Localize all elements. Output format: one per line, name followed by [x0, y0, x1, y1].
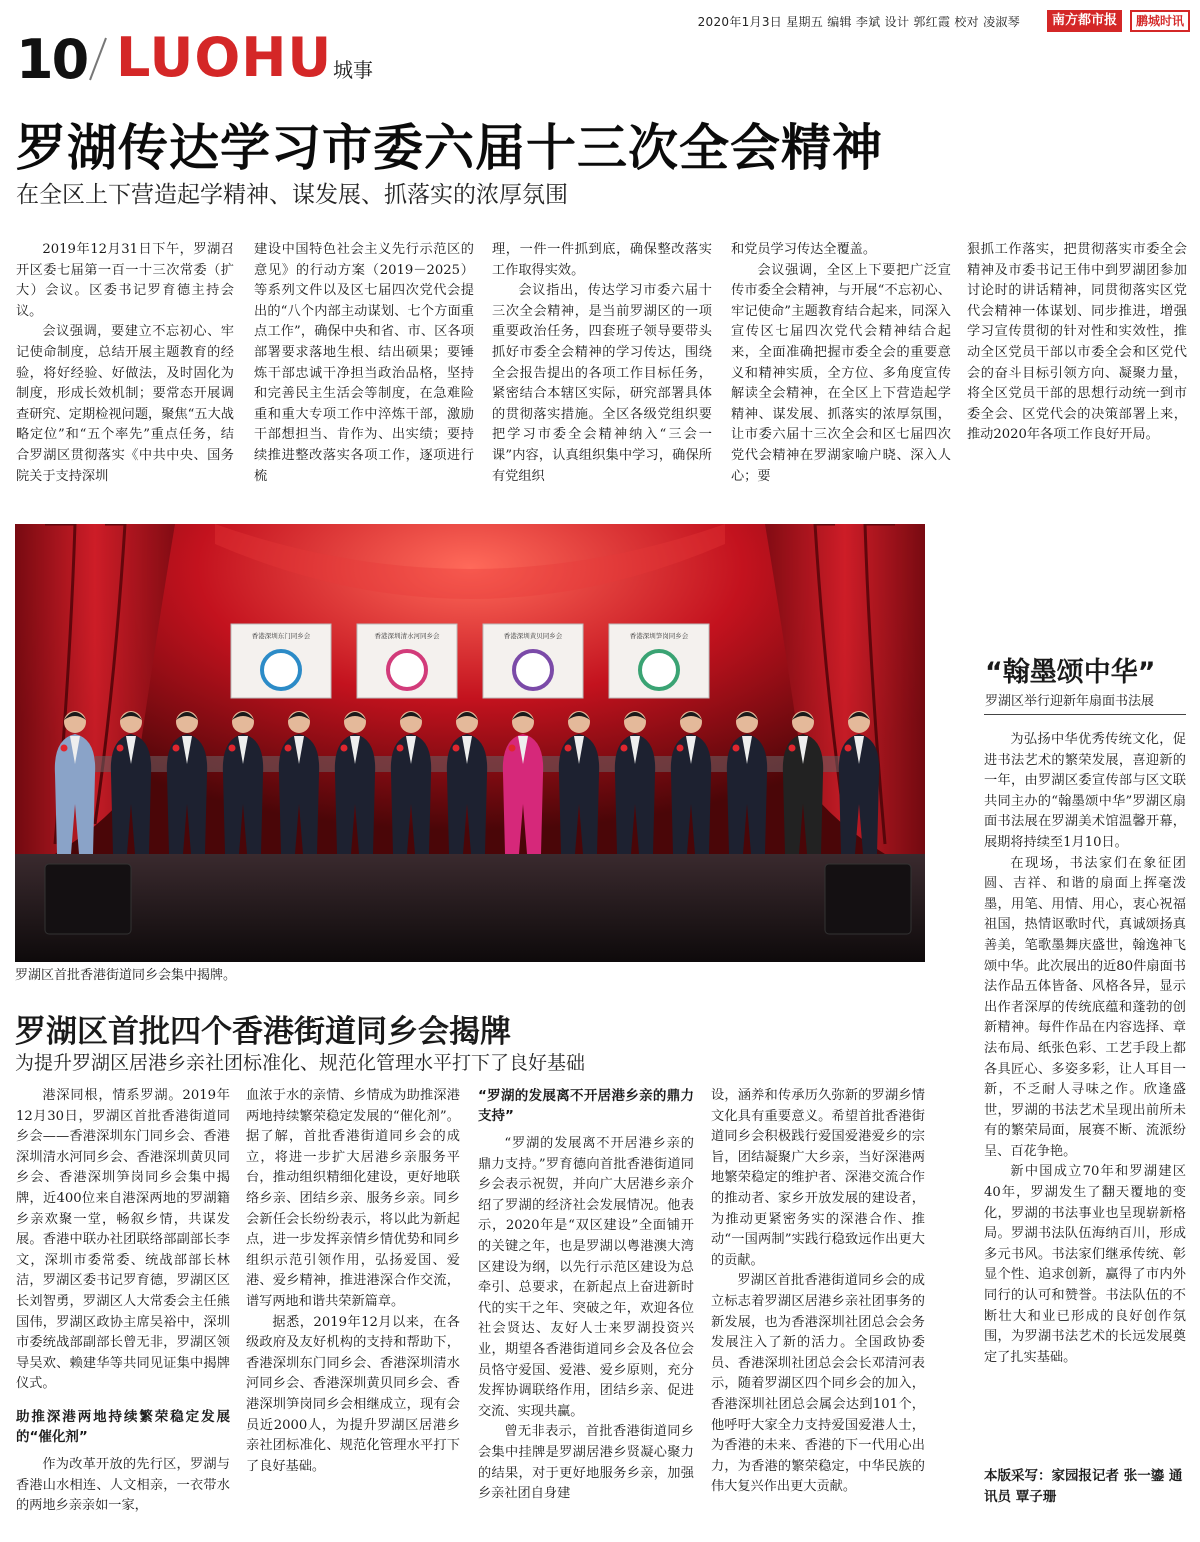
page-subheadline: 在全区上下营造起学精神、谋发展、抓落实的浓厚氛围	[16, 182, 568, 208]
story2-paragraph: 设，涵养和传承历久弥新的罗湖乡情文化具有重要意义。希望首批香港街道同乡会积极践行爱国爱港爱乡的宗旨，团结凝聚广大乡亲，当好深港两地繁荣稳定的维护者、深港交流合作的推动者、家乡开放发展的建设者，为推动更紧密务实的深港合作、推动“一国两制”实践行稳致远作出更大的贡献。	[711, 1088, 925, 1268]
story2-paragraph: 据悉，2019年12月以来，在各级政府及友好机构的支持和帮助下，香港深圳东门同乡会、香港深圳清水河同乡会、香港深圳黄贝同乡会、香港深圳笋岗同乡会相继成立，现有会员近2000人，为提升罗湖区居港乡亲社团标准化、规范化管理水平打下了良好基础。	[246, 1314, 460, 1474]
story2-paragraph: 曾无非表示，首批香港街道同乡会集中挂牌是罗湖居港乡贤凝心聚力的结果，对于更好地服务乡亲，加强乡亲社团自身建	[478, 1424, 694, 1502]
plaque	[609, 624, 709, 698]
sidebar-divider	[984, 714, 1186, 715]
story1-paragraph: 会议强调，要建立不忘初心、牢记使命制度，总结开展主题教育的经验，将好经验、好做法，及时固化为制度，形成长效机制；要常态开展调查研究、定期检视问题，聚焦“五大战略定位”和“五个率先”重点任务，结合罗湖区贯彻落实《中共中央、国务院关于支持深圳	[16, 324, 234, 484]
plaque	[483, 624, 583, 698]
plaque-emblem-icon	[514, 651, 552, 689]
sidebar-paragraph: 为弘扬中华优秀传统文化，促进书法艺术的繁荣发展，喜迎新的一年，由罗湖区委宣传部与区文联共同主办的“翰墨颂中华”罗湖区扇面书法展在罗湖美术馆温馨开幕，展期将持续至1月10日。	[984, 732, 1186, 850]
story2-column-1	[16, 1086, 230, 1517]
story2-subhead: 助推深港两地持续繁荣稳定发展的“催化剂”	[16, 1408, 230, 1445]
plaque	[231, 624, 331, 698]
newspaper-logo: 南方都市报	[1047, 10, 1122, 32]
stage-floor	[15, 854, 925, 962]
story2-subhead: “罗湖的发展离不开居港乡亲的鼎力支持”	[478, 1088, 694, 1124]
story2-paragraph: 血浓于水的亲情、乡情成为助推深港两地持续繁荣稳定发展的“催化剂”。据了解，首批香港街道同乡会的成立，将进一步扩大居港乡亲服务平台，推动组织精细化建设，更好地联络乡亲、团结乡亲、服务乡亲。同乡会新任会长纷纷表示，将以此为新起点，进一步发挥亲情乡情优势和同乡组织示范引领作用，弘扬爱国、爱港、爱乡精神，推进港深合作交流，谱写两地和谐共荣新篇章。	[246, 1088, 460, 1309]
story1-paragraph: 会议指出，传达学习市委六届十三次全会精神，是当前罗湖区的一项重要政治任务，四套班子领导要带头抓好市委全会精神的学习传达，围绕全会报告提出的各项工作目标任务，紧密结合本辖区实际，研究部署具体的贯彻落实措施。全区各级党组织要把学习市委全会精神纳入“三会一课”内容，认真组织集中学习，确保所有党组织	[492, 283, 712, 484]
story1-paragraph: 理，一件一件抓到底，确保整改落实工作取得实效。	[492, 242, 712, 278]
story2-paragraph: “罗湖的发展离不开居港乡亲的鼎力支持。”罗育德向首批香港街道同乡会表示祝贺，并向广大居港乡亲介绍了罗湖的经济社会发展情况。他表示，2020年是“双区建设”全面铺开的关键之年，也是罗湖以粤港澳大湾区建设为纲，以先行示范区建设为总牵引、总要求，在新起点上奋进新时代的实干之年、突破之年，欢迎各位社会贤达、友好人士来罗湖投资兴业，期望各香港街道同乡会及各位会员恪守爱国、爱港、爱乡原则，充分发挥协调联络作用，团结乡亲、促进交流、实现共赢。	[478, 1136, 694, 1419]
story2-headline: 罗湖区首批四个香港街道同乡会揭牌	[15, 1014, 511, 1050]
sidebar-paragraph: 新中国成立70年和罗湖建区40年，罗湖发生了翻天覆地的变化，罗湖的书法事业也呈现崭新格局。罗湖书法队伍海纳百川，形成多元书风。书法家们继承传统、彰显个性、追求创新，赢得了市内外同行的认可和赞誉。书法队伍的不断壮大和业已形成的良好创作氛围，为罗湖书法艺术的长远发展奠定了扎实基础。	[984, 1164, 1186, 1365]
story2-subheadline: 为提升罗湖区居港乡亲社团标准化、规范化管理水平打下了良好基础	[15, 1052, 586, 1074]
stage-illustration	[15, 524, 925, 962]
story1-paragraph: 2019年12月31日下午，罗湖召开区委七届第一百一十三次常委（扩大）会议。区委书记罗育德主持会议。	[16, 242, 234, 319]
plaque-label: 香港深圳笋岗同乡会	[629, 632, 689, 640]
story1-paragraph: 会议强调，全区上下要把广泛宣传市委全会精神，与开展“不忘初心、牢记使命”主题教育结合起来，同深入宣传区七届四次党代会精神结合起来，全面准确把握市委全会的重要意义和精神实质，全方位、多角度宣传解读全会精神，在全区上下营造起学精神、谋发展、抓落实的浓厚氛围，让市委六届十三次全会和区七届四次党代会精神在罗湖家喻户晓、深入人心；要	[731, 262, 951, 484]
page-headline: 罗湖传达学习市委六届十三次全会精神	[16, 119, 883, 177]
plaque-label: 香港深圳东门同乡会	[251, 632, 311, 640]
story2-column-3	[478, 1086, 694, 1505]
story2-paragraph: 罗湖区首批香港街道同乡会的成立标志着罗湖区居港乡亲社团事务的新发展，也为香港深圳社团总会会务发展注入了新的活力。全国政协委员、香港深圳社团总会会长邓清河表示，随着罗湖区四个同乡会的加入，香港深圳社团总会属会达到101个，他呼吁大家全力支持爱国爱港人士，为香港的未来、香港的下一代用心出力，为香港的繁荣稳定，中华民族的伟大复兴作出更大贡献。	[711, 1273, 925, 1495]
story1-column-5	[967, 240, 1187, 446]
story1-column-4	[731, 240, 951, 487]
plaque-emblem-icon	[388, 651, 426, 689]
story2-column-4	[711, 1086, 925, 1498]
section-name: LUOHU	[116, 26, 333, 89]
plaque	[357, 624, 457, 698]
plaque-emblem-icon	[262, 651, 300, 689]
story2-paragraph: 作为改革开放的先行区，罗湖与香港山水相连、人文相亲，一衣带水的两地乡亲亲如一家，	[16, 1456, 230, 1514]
sidebar-paragraph: 在现场，书法家们在象征团圆、吉祥、和谐的扇面上挥毫泼墨，用笔、用情、用心，衷心祝福祖国，热情讴歌时代，真诚颂扬真善美，笔歌墨舞庆盛世，翰逸神飞颂中华。此次展出的近80件扇面书法作品五体皆备、风格各异，显示出作者深厚的传统底蕴和蓬勃的创新精神。每件作品在内容选择、章法布局、纸张色彩、工艺手段上都各具匠心、多姿多彩，让人耳目一新，不乏耐人寻味之作。欣逢盛世，罗湖的书法艺术呈现出前所未有的繁荣局面，展赛不断、流派纷呈、百花争艳。	[984, 855, 1186, 1159]
slash-divider-icon	[86, 36, 110, 82]
speaker-right-icon	[825, 864, 911, 934]
sidebar-subheadline: 罗湖区举行迎新年扇面书法展	[985, 694, 1155, 709]
story1-column-2	[254, 240, 474, 487]
column-logo: 鹏城时讯	[1130, 10, 1190, 32]
plaque-emblem-icon	[640, 651, 678, 689]
story1-column-1	[16, 240, 234, 487]
section-subname: 城事	[333, 58, 373, 82]
event-photo	[15, 524, 925, 962]
page-number: 10	[16, 28, 88, 91]
sidebar-headline: “翰墨颂中华”	[985, 657, 1156, 688]
story1-paragraph: 狠抓工作落实，把贯彻落实市委全会精神及市委书记王伟中到罗湖团参加讨论时的讲话精神，同贯彻落实区党代会精神一体谋划、同步推进，增强学习宣传贯彻的针对性和实效性，推动全区党员干部以市委全会和区党代会的奋斗目标引领方向、凝聚力量，将全区党员干部的思想行动统一到市委全会、区党代会的决策部署上来，推动2020年各项工作良好开局。	[967, 242, 1187, 443]
story1-paragraph: 和党员学习传达全覆盖。	[731, 242, 877, 257]
plaque-label: 香港深圳清水河同乡会	[374, 632, 440, 640]
sidebar-column	[984, 730, 1186, 1368]
plaque-label: 香港深圳黄贝同乡会	[503, 632, 563, 640]
story2-column-2	[246, 1086, 460, 1477]
speaker-left-icon	[45, 864, 131, 934]
story1-column-3	[492, 240, 712, 487]
story1-paragraph: 建设中国特色社会主义先行示范区的意见》的行动方案（2019－2025）等系列文件以及区七届四次党代会提出的“八个内部主动谋划、七个方面重点工作”，确保中央和省、市、区各项部署要求落地生根、结出硕果；要锤炼干部忠诚干净担当政治品格，坚持和完善民主生活会等制度，在急难险重和重大专项工作中淬炼干部，激励干部想担当、肯作为、出实绩；要持续推进整改落实各项工作，逐项进行梳	[254, 242, 474, 484]
issue-meta: 2020年1月3日 星期五 编辑 李斌 设计 郭红霞 校对 凌淑琴	[697, 15, 1020, 29]
photo-caption: 罗湖区首批香港街道同乡会集中揭牌。	[15, 968, 237, 983]
byline-credit: 本版采写：家园报记者 张一鎏 通讯员 覃子珊	[984, 1468, 1183, 1505]
story2-paragraph: 港深同根，情系罗湖。2019年12月30日，罗湖区首批香港街道同乡会——香港深圳东门同乡会、香港深圳清水河同乡会、香港深圳黄贝同乡会、香港深圳笋岗同乡会集中揭牌，近400位来自港深两地的罗湖籍乡亲欢聚一堂，畅叙乡情，共谋发展。香港中联办社团联络部副部长李文，深圳市委常委、统战部部长林洁，罗湖区委书记罗育德，罗湖区区长刘智勇，罗湖区人大常委会主任熊国伟，罗湖区政协主席吴裕中，深圳市委统战部副部长曾无非，罗湖区领导吴欢、赖建华等共同见证集中揭牌仪式。	[16, 1088, 230, 1392]
